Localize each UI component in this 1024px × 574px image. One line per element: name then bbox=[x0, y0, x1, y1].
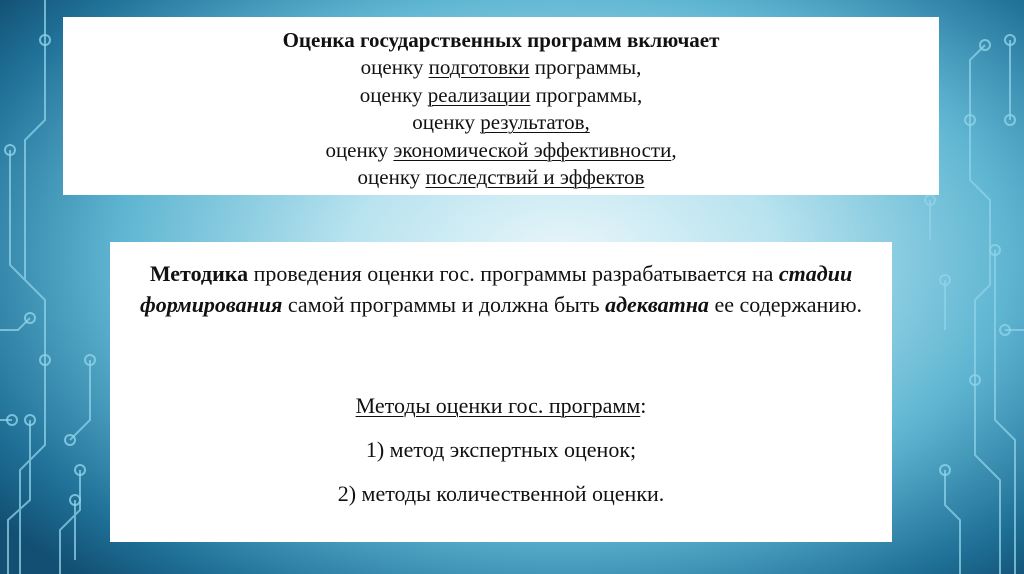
assessment-item: оценку результатов, bbox=[412, 110, 590, 135]
methodology-paragraph: Методика проведения оценки гос. программы разрабатывается на стадии формирования самой программы и должна быть адекватна ее содержанию. bbox=[139, 261, 863, 317]
assessment-title: Оценка государственных программ включает bbox=[282, 28, 720, 52]
emphasis-formation: стадии формирования bbox=[139, 261, 853, 317]
emphasis-adequate: адекватна bbox=[605, 292, 709, 317]
assessment-item: оценку экономической эффективности, bbox=[325, 137, 677, 162]
assessment-item: оценку подготовки программы, bbox=[360, 55, 642, 80]
methods-title: Методы оценки гос. программ: bbox=[355, 393, 647, 418]
methodology-word: Методика bbox=[149, 261, 249, 286]
methodology-box bbox=[110, 242, 892, 542]
method-item-2: 2) методы количественной оценки. bbox=[337, 481, 665, 506]
method-item-1: 1) метод экспертных оценок; bbox=[365, 437, 637, 462]
assessment-item: оценку последствий и эффектов bbox=[357, 165, 645, 190]
assessment-item: оценку реализации программы, bbox=[359, 82, 643, 107]
methods-list bbox=[130, 384, 872, 516]
assessment-box bbox=[63, 17, 939, 195]
